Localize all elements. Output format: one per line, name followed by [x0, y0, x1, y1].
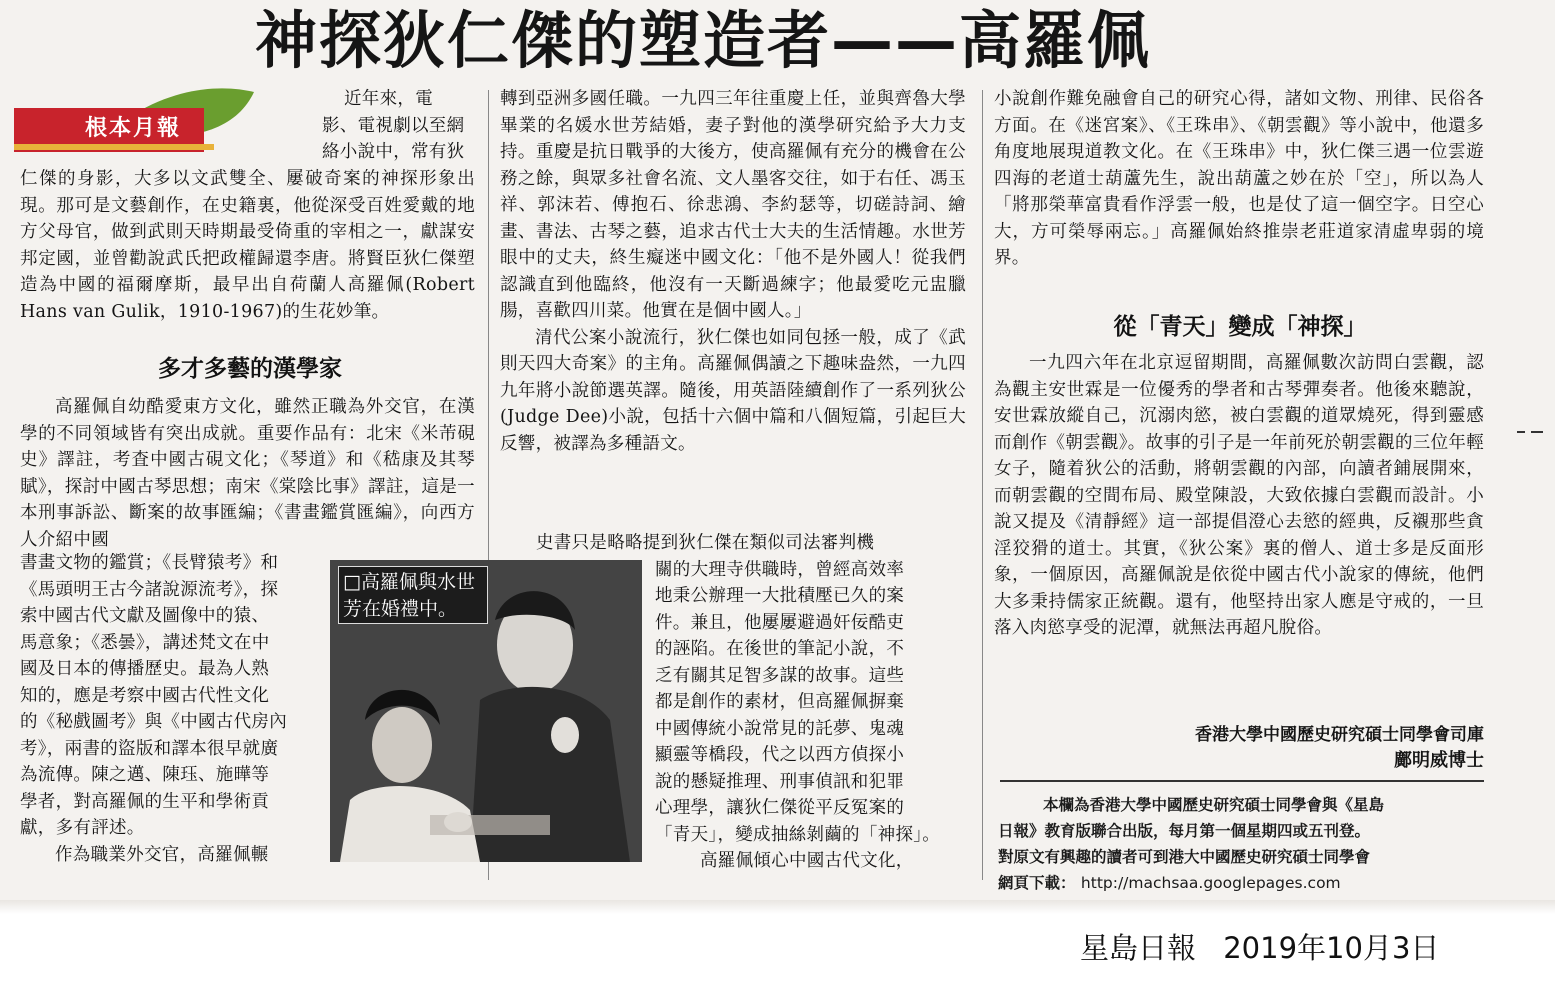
publication-notice [998, 792, 1488, 896]
text-line: 關的大理寺供職時，曾經高效率 [655, 559, 905, 580]
subheading-1: 多才多藝的漢學家 [158, 356, 342, 382]
text-line: 索中國古代文獻及圖像中的猿、 [20, 606, 270, 626]
paragraph: 一九四六年在北京逗留期間，高羅佩數次訪問白雲觀，認為觀主安世霖是一位優秀的學者和古琴彈奏者。他後來聽說，安世霖放縱自己，沉溺肉慾，被白雲觀的道眾燒死，得到靈感而創作《朝雲觀》。故事的引子是一年前死於朝雲觀的三位年輕女子，隨着狄公的活動，將朝雲觀的內部，向讀者鋪展開來，而朝雲觀的空間布局、殿堂陳設，大致依據白雲觀而設計。小說又提及《清靜經》這一部提倡澄心去慾的經典，反襯那些貪淫狡猾的道士。其實，《狄公案》裏的僧人、道士多是反面形象，一個原因，高羅佩說是依從中國古代小說家的傳統，他們大多秉持儒家正統觀。還有，他堅持出家人應是守戒的，一旦落入肉慾享受的泥潭，就無法再超凡脫俗。 [994, 353, 1484, 638]
text-line: 心理學，讓狄仁傑從平反冤案的 [655, 798, 905, 818]
subheading-2: 從「青天」變成「神探」 [1113, 314, 1367, 340]
paragraph: 高羅佩自幼酷愛東方文化，雖然正職為外交官，在漢學的不同領域皆有突出成就。重要作品有：北宋《米芾硯史》譯註，考査中國古硯文化；《琴道》和《嵇康及其琴賦》，探討中國古琴思想；南宋《棠陰比事》譯註，這是一本刑事訴訟、斷案的故事匯編；《書畫鑑賞匯編》，向西方人介紹中國 [20, 397, 475, 550]
text-line: 國及日本的傳播歷史。最為人熟 [20, 659, 270, 679]
text-line: 件。兼且，他屢屢避過奸佞酷吏 [655, 612, 905, 633]
photo-caption: □高羅佩與水世芳在婚禮中。 [338, 566, 488, 624]
text-line: 說的懸疑推理、刑事偵訊和犯罪 [655, 771, 905, 792]
paragraph: 小說創作難免融會自己的研究心得，諸如文物、刑律、民俗各方面。在《迷宮案》、《王珠串》、《朝雲觀》等小說中，他還多角度地展現道教文化。在《王珠串》中，狄仁傑三遇一位雲遊四海的老道士葫蘆先生，說出葫蘆之妙在於「空」，所以為人「將那榮華富貴看作浮雲一般，也是仗了這一個空字。日空心大，方可榮辱兩忘。」高羅佩始終推崇老莊道家清虛卑弱的境界。 [994, 89, 1484, 268]
text-line: 書畫文物的鑑賞；《長臂猿考》和 [20, 553, 279, 573]
text-line: 考》，兩書的盜版和譯本很早就廣 [20, 738, 279, 759]
text-line: 高羅佩傾心中國古代文化， [700, 851, 914, 871]
column-rule [982, 90, 983, 880]
text-line: 中國傳統小說常見的託夢、鬼魂 [655, 718, 905, 739]
text-line: 作為職業外交官，高羅佩輾 [55, 844, 269, 865]
text-line: 都是創作的素材，但高羅佩摒棄 [655, 692, 905, 712]
intro-line: 近年來，電 [344, 89, 433, 109]
text-line: 為流傳。陳之邁、陳珏、施曄等 [20, 765, 270, 785]
col3-para2 [994, 350, 1484, 642]
notice-line: 對原文有興趣的讀者可到港大中國歷史研究碩士同學會 [998, 848, 1371, 866]
text-line: 乏有關其足智多謀的故事。這些 [655, 665, 905, 686]
intro-line: 絡小說中，常有狄 [322, 142, 465, 162]
intro-line: 影、電視劇以至網 [322, 115, 465, 136]
source-footer [1080, 928, 1500, 968]
notice-url: http://machsaa.googlepages.com [1080, 874, 1341, 892]
paragraph: 仁傑的身影，大多以文武雙全、屢破奇案的神探形象出現。那可是文藝創作，在史籍裏，他從深受百姓愛戴的地方父母官，做到武則天時期最受倚重的宰相之一，獻謀安邦定國，並曾勸說武氏把政權歸還李唐。將賢臣狄仁傑塑造為中國的福爾摩斯，最早出自荷蘭人高羅佩(Robert Hans van Gulik，1910-1967)的生花妙筆。 [20, 169, 475, 322]
clipping-edge [0, 900, 1555, 914]
col1-intro [322, 86, 474, 166]
source-name: 星島日報 [1080, 931, 1197, 965]
headline: 神探狄仁傑的塑造者——高羅佩 [255, 4, 1152, 77]
notice-line: 日報》教育版聯合出版，每月第一個星期四或五刊登。 [998, 822, 1371, 840]
col1-para2-top [20, 394, 475, 553]
notice-label: 網頁下載： [998, 874, 1076, 892]
text-line: 地秉公辦理一大批積壓已久的案 [655, 586, 905, 606]
col1-intro-rest [20, 166, 475, 325]
col3-top [994, 86, 1484, 272]
byline-name: 鄺明威博士 [1394, 750, 1484, 771]
text-line: 「青天」，變成抽絲剝繭的「神探」。 [655, 824, 941, 845]
source-date: 2019年10月3日 [1223, 931, 1440, 965]
text-line: 的《秘戲圖考》與《中國古代房內 [20, 712, 287, 732]
text-line: 的誣陷。在後世的筆記小說，不 [655, 639, 905, 659]
text-line: 知的，應是考察中國古代性文化 [20, 685, 270, 706]
text-line: 顯靈等橋段，代之以西方偵探小 [655, 745, 905, 765]
margin-mark [1515, 426, 1545, 438]
col2-top [500, 86, 966, 457]
text-line: 《馬頭明王古今諸說源流考》，探 [20, 579, 279, 600]
col1-para2-narrow [20, 550, 322, 868]
notice-line [998, 870, 1488, 896]
column-logo-text: 根本月報 [84, 116, 181, 141]
byline-organization: 香港大學中國歷史研究碩士同學會司庫 [1195, 725, 1484, 745]
paragraph: 轉到亞洲多國任職。一九四三年往重慶上任，並與齊魯大學畢業的名媛水世芳結婚，妻子對他的漢學研究給予大力支持。重慶是抗日戰爭的大後方，使高羅佩有充分的機會在公務之餘，與眾多社會名流、文人墨客交往，如于右任、馮玉祥、郭沫若、傅抱石、徐悲鴻、李約瑟等，切磋詩詞、繪畫、書法、古琴之藝，追求古代士大夫的生活情趣。水世芳眼中的丈夫，終生癡迷中國文化：「他不是外國人！從我們認識直到他臨終，他沒有一天斷過練字；他最愛吃元盅臘腸，喜歡四川菜。他實在是個中國人。」 [500, 89, 966, 321]
text-line: 馬意象；《悉曇》，講述梵文在中 [20, 632, 270, 653]
notice-divider [1000, 780, 1484, 782]
notice-line: 本欄為香港大學中國歷史研究碩士同學會與《星島 [1043, 796, 1385, 814]
paragraph: 清代公案小說流行，狄仁傑也如同包拯一般，成了《武則天四大奇案》的主角。高羅佩偶讀之下趣味盎然，一九四九年將小說節選英譯。隨後，用英語陸續創作了一系列狄公(Judge Dee)小說，包括十六個中篇和八個短篇，引起巨大反響，被譯為多種語文。 [500, 327, 966, 454]
text-line: 獻，多有評述。 [20, 818, 145, 838]
text-line: 史書只是略略提到狄仁傑在類似司法審判機 [536, 533, 875, 553]
text-line: 學者，對高羅佩的生平和學術貢 [20, 791, 270, 812]
